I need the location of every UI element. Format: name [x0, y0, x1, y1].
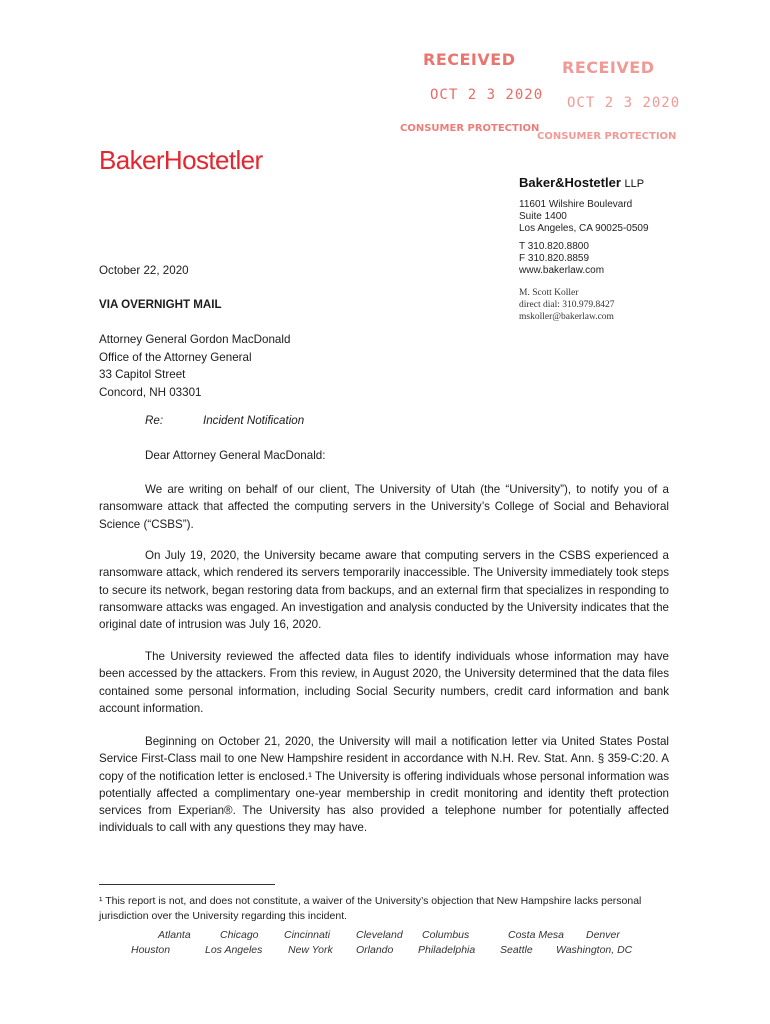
stamp-date: OCT 2 3 2020	[430, 87, 544, 103]
office-location: New York	[288, 944, 333, 956]
office-location: Orlando	[356, 944, 394, 956]
office-location: Houston	[131, 944, 171, 956]
office-address-line: 11601 Wilshire Boulevard	[519, 199, 633, 210]
re-subject: Incident Notification	[203, 414, 305, 427]
recipient-line: Attorney General Gordon MacDonald	[99, 333, 291, 346]
salutation: Dear Attorney General MacDonald:	[145, 449, 326, 462]
body-paragraph: On July 19, 2020, the University became aware that computing servers in the CSBS experienced a ransomware attack, which rendered its servers temporarily inaccessible. The University immediately took steps to secure its network, began restoring data from backups, and an external firm that specializes in responding to ransomware attacks was engaged. An investigation and analysis conducted by the University indicates that the original date of intrusion was July 16, 2020.	[99, 549, 669, 632]
office-website: www.bakerlaw.com	[519, 265, 605, 276]
office-location: Los Angeles	[205, 944, 263, 956]
received-stamp-2-date	[567, 95, 680, 111]
received-stamp-1-date	[430, 87, 543, 103]
subject-line	[145, 412, 304, 429]
contact-block	[519, 287, 749, 323]
recipient-line: 33 Capitol Street	[99, 368, 186, 381]
office-location: Columbus	[422, 929, 470, 941]
body-paragraph: The University reviewed the affected data files to identify individuals whose information may have been accessed by the attackers. From this review, in August 2020, the University determined that the data files contained some personal information, including Social Security numbers, credit card information and bank account information.	[99, 650, 669, 715]
contact-email: mskoller@bakerlaw.com	[519, 312, 614, 322]
office-location: Cincinnati	[284, 929, 331, 941]
office-phone: T 310.820.8800	[519, 241, 589, 252]
stamp-dept: CONSUMER PROTECTION	[537, 131, 677, 142]
office-location: Washington, DC	[556, 944, 633, 956]
office-locations-row	[120, 928, 650, 943]
received-stamp-2	[562, 58, 654, 77]
footnote-divider	[99, 884, 275, 885]
firm-logo: BakerHostetler	[99, 145, 263, 175]
office-location: Seattle	[500, 944, 533, 956]
consumer-protection-stamp-2	[537, 131, 676, 142]
office-address-line: Los Angeles, CA 90025-0509	[519, 223, 649, 234]
body-paragraph: We are writing on behalf of our client, The University of Utah (the “University”), to notify you of a ransomware attack that affected the computing servers in the University’s College of Social and Behavioral Science (“CSBS”).	[99, 483, 669, 531]
contact-name: M. Scott Koller	[519, 288, 579, 298]
office-fax: F 310.820.8859	[519, 253, 590, 264]
delivery-method: VIA OVERNIGHT MAIL	[99, 298, 222, 311]
office-location: Cleveland	[356, 929, 403, 941]
office-firm-name	[519, 177, 749, 190]
recipient-address	[99, 331, 290, 401]
office-address-block	[519, 177, 749, 323]
office-location: Philadelphia	[418, 944, 476, 956]
received-stamp-1	[423, 50, 515, 69]
consumer-protection-stamp-1	[400, 123, 539, 134]
office-location: Atlanta	[158, 929, 191, 941]
recipient-line: Office of the Attorney General	[99, 350, 252, 364]
office-location: Denver	[586, 929, 620, 941]
office-location: Chicago	[220, 929, 259, 941]
stamp-word: RECEIVED	[562, 58, 655, 77]
office-address-line: Suite 1400	[519, 211, 567, 222]
office-location: Costa Mesa	[508, 929, 565, 941]
stamp-word: RECEIVED	[423, 50, 516, 69]
stamp-dept: CONSUMER PROTECTION	[400, 123, 540, 134]
footnote: ¹ This report is not, and does not constitute, a waiver of the University’s objection that New Hampshire lacks personal jurisdiction over the University regarding this incident.	[99, 895, 642, 922]
office-locations	[120, 928, 650, 958]
office-llp: LLP	[624, 178, 645, 190]
recipient-line: Concord, NH 03301	[99, 385, 202, 399]
body-paragraph: Beginning on October 21, 2020, the University will mail a notification letter via United States Postal Service First-Class mail to one New Hampshire resident in accordance with N.H. Rev. Stat. Ann. § 359-C:20. A copy of the notification letter is enclosed.¹ The University is offering individuals whose personal information was potentially affected a complimentary one-year membership in credit monitoring and identity theft protection services from Experian®. The University has also provided a telephone number for potentially affected individuals to call with any questions they may have.	[99, 735, 669, 835]
office-locations-row	[120, 943, 650, 958]
re-label: Re:	[145, 414, 164, 427]
contact-direct-dial: direct dial: 310.979.8427	[519, 300, 615, 310]
office-firm: Baker&Hostetler	[519, 175, 621, 190]
stamp-date: OCT 2 3 2020	[567, 95, 681, 111]
letter-date: October 22, 2020	[99, 264, 189, 277]
